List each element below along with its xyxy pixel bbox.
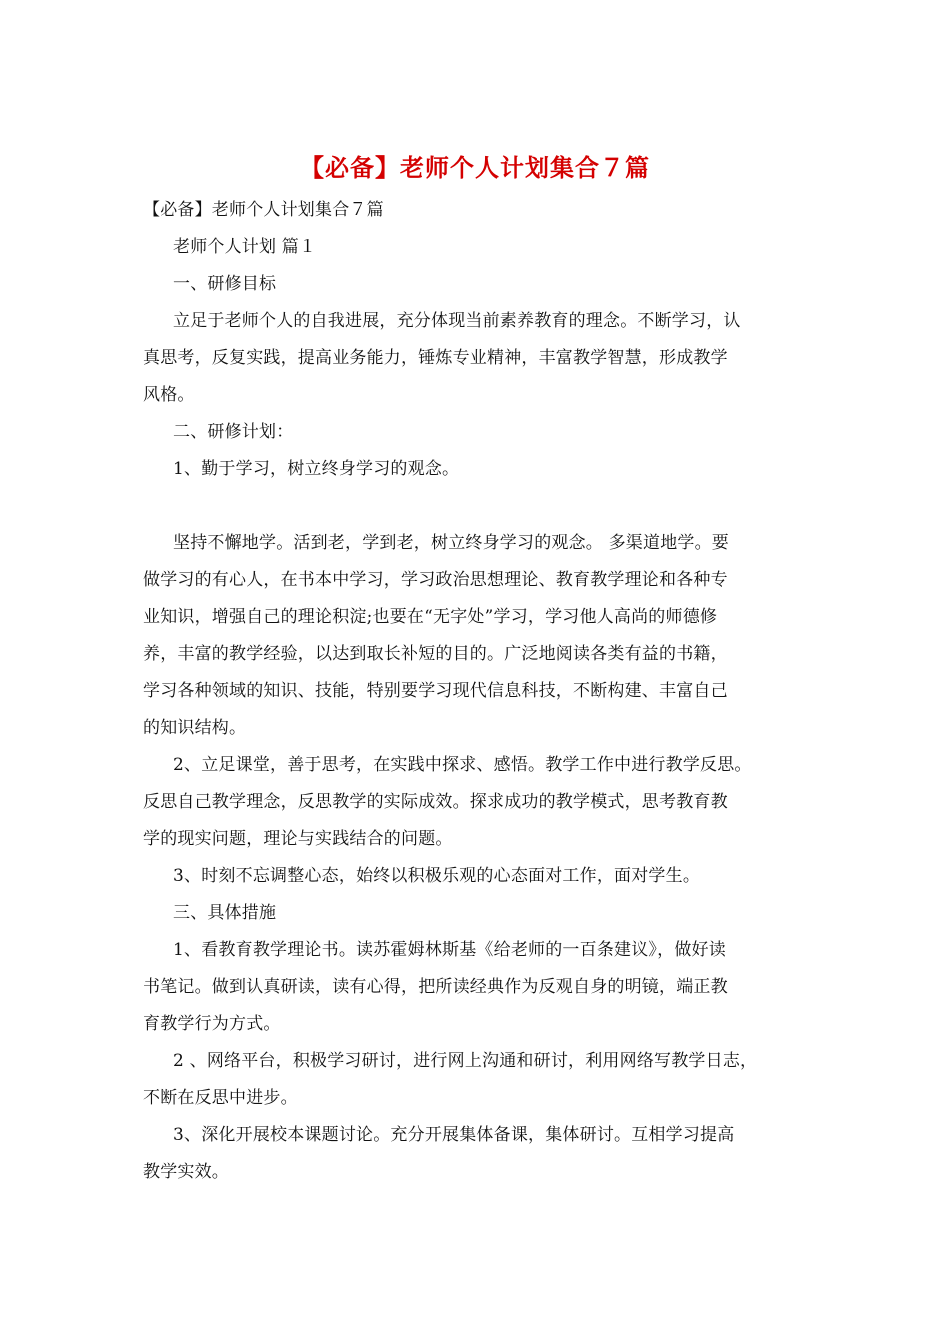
paragraph-line: 一、研修目标 bbox=[173, 274, 277, 294]
paragraph-line: 1、勤于学习，树立终身学习的观念。 bbox=[173, 459, 460, 479]
blank-line bbox=[143, 488, 823, 525]
paragraph-line: 二、研修计划： bbox=[173, 422, 294, 442]
paragraph-line: 的知识结构。 bbox=[143, 718, 247, 738]
paragraph-line: 2 、网络平台，积极学习研讨，进行网上沟通和研讨，利用网络写教学日志， bbox=[173, 1051, 758, 1071]
paragraph-line: 书笔记。做到认真研读，读有心得，把所读经典作为反观自身的明镜，端正教 bbox=[143, 977, 728, 997]
paragraph-line: 不断在反思中进步。 bbox=[143, 1088, 298, 1108]
paragraph-line: 业知识，增强自己的理论积淀;也要在“无字处”学习，学习他人高尚的师德修 bbox=[143, 607, 718, 627]
paragraph-line: 学习各种领域的知识、技能，特别要学习现代信息科技，不断构建、丰富自己 bbox=[143, 681, 728, 701]
paragraph-line: 【必备】老师个人计划集合７篇 bbox=[143, 200, 384, 220]
document-title: 【必备】老师个人计划集合７篇 bbox=[300, 153, 650, 182]
paragraph-line: 养，丰富的教学经验，以达到取长补短的目的。广泛地阅读各类有益的书籍， bbox=[143, 644, 728, 664]
paragraph-line: 反思自己教学理念，反思教学的实际成效。探求成功的教学模式，思考教育教 bbox=[143, 792, 728, 812]
paragraph-line: 1、看教育教学理论书。读苏霍姆林斯基《给老师的一百条建议》，做好读 bbox=[173, 940, 726, 960]
document-body bbox=[143, 192, 823, 1191]
paragraph-line: 学的现实问题，理论与实践结合的问题。 bbox=[143, 829, 453, 849]
paragraph-line: 真思考，反复实践，提高业务能力，锤炼专业精神，丰富教学智慧，形成教学 bbox=[143, 348, 728, 368]
paragraph-line: 3、深化开展校本课题讨论。充分开展集体备课，集体研讨。互相学习提高 bbox=[173, 1125, 735, 1145]
paragraph-line: 3、时刻不忘调整心态，始终以积极乐观的心态面对工作，面对学生。 bbox=[173, 866, 701, 886]
paragraph-line: 坚持不懈地学。活到老，学到老，树立终身学习的观念。 多渠道地学。要 bbox=[173, 533, 730, 553]
paragraph-line: 风格。 bbox=[143, 385, 195, 405]
paragraph-line: 教学实效。 bbox=[143, 1162, 229, 1182]
paragraph-line: 立足于老师个人的自我进展，充分体现当前素养教育的理念。不断学习，认 bbox=[173, 311, 741, 331]
paragraph-line: 老师个人计划 篇１ bbox=[173, 237, 317, 257]
paragraph-line: 做学习的有心人，在书本中学习，学习政治思想理论、教育教学理论和各种专 bbox=[143, 570, 728, 590]
paragraph-line: 三、具体措施 bbox=[173, 903, 277, 923]
paragraph-line: 育教学行为方式。 bbox=[143, 1014, 281, 1034]
paragraph-line: 2、立足课堂，善于思考，在实践中探求、感悟。教学工作中进行教学反思。 bbox=[173, 755, 752, 775]
